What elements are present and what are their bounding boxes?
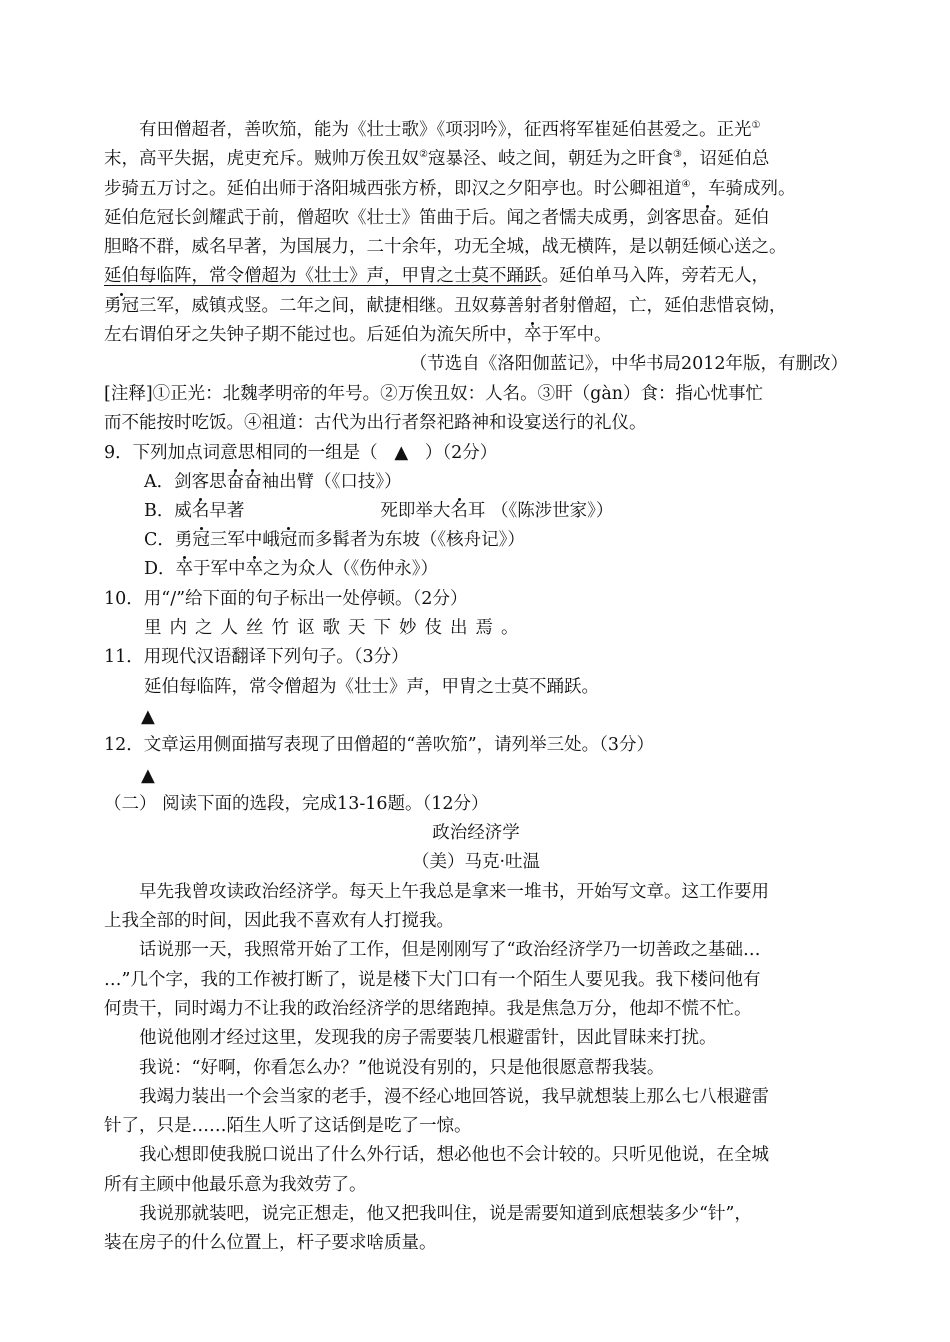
question-9-option-b: B．威名早著 死即举大名耳 （《陈涉世家》） bbox=[144, 500, 614, 521]
answer-triangle-icon: ▲ bbox=[394, 442, 409, 464]
question-11-sentence: 延伯每临阵，常令僧超为《壮士》声，甲胄之士莫不踊跃。 bbox=[144, 676, 599, 697]
answer-triangle-icon: ▲ bbox=[141, 764, 155, 786]
question-9-option-d: D．卒于军中卒之为众人（《伤仲永》） bbox=[144, 559, 439, 580]
question-9-option-a: A．剑客思奋奋袖出臂（《口技》） bbox=[144, 471, 402, 492]
passage-line-4: 延伯危冠长剑耀武于前，僧超吹《壮士》笛曲于后。闻之者懦夫成勇，剑客思奋。延伯 bbox=[104, 207, 769, 228]
notes-line-2: 而不能按时吃饭。④祖道：古代为出行者祭祀路神和设宴送行的礼仪。 bbox=[104, 412, 647, 433]
question-9-stem: 9．下列加点词意思相同的一组是（ ▲ ）（2分） bbox=[104, 442, 498, 464]
question-12-stem: 12．文章运用侧面描写表现了田僧超的“善吹笳”，请列举三处。（3分） bbox=[104, 735, 655, 756]
answer-triangle-icon: ▲ bbox=[141, 705, 155, 727]
article-paragraph: 我说那就装吧，说完正想走，他又把我叫住，说是需要知道到底想装多少“针”， bbox=[139, 1203, 752, 1224]
question-10-stem: 10．用“/”给下面的句子标出一处停顿。（2分） bbox=[104, 588, 468, 609]
article-paragraph: 所有主顾中他最乐意为我效劳了。 bbox=[104, 1174, 367, 1195]
article-title: 政治经济学 bbox=[432, 823, 520, 844]
article-paragraph: 他说他刚才经过这里，发现我的房子需要装几根避雷针，因此冒昧来打扰。 bbox=[139, 1028, 717, 1049]
emphasis-dot-word: 卒 bbox=[524, 325, 542, 346]
article-paragraph: 早先我曾攻读政治经济学。每天上午我总是拿来一堆书，开始写文章。这工作要用 bbox=[139, 881, 769, 902]
notes-line-1: [注释]①正光：北魏孝明帝的年号。②万俟丑奴：人名。③旰（gàn）食：指心忧事忙 bbox=[104, 383, 764, 404]
article-paragraph: 我竭力装出一个会当家的老手，漫不经心地回答说，我早就想装上那么七八根避雷 bbox=[139, 1086, 769, 1107]
source-citation: （节选自《洛阳伽蓝记》，中华书局2012年版，有删改） bbox=[409, 354, 848, 375]
emphasis-dot-word: 奋 bbox=[699, 207, 717, 228]
passage-line-8: 左右谓伯牙之失钟子期不能过也。后延伯为流矢所中，卒于军中。 bbox=[104, 325, 612, 346]
article-paragraph: 我说：“好啊，你看怎么办？”他说没有别的，只是他很愿意帮我装。 bbox=[139, 1057, 665, 1078]
article-paragraph: 何贵干，同时竭力不让我的政治经济学的思绪跑掉。我是焦急万分，他却不慌不忙。 bbox=[104, 998, 752, 1019]
article-paragraph: 我心想即使我脱口说出了什么外行话，想必他也不会计较的。只听见他说，在全城 bbox=[139, 1145, 769, 1166]
article-paragraph: …”几个字，我的工作被打断了，说是楼下大门口有一个陌生人要见我。我下楼问他有 bbox=[104, 969, 761, 990]
passage-line-1: 有田僧超者，善吹笳，能为《壮士歌》《项羽吟》，征西将军崔延伯甚爱之。正光① bbox=[139, 120, 761, 140]
passage-line-3: 步骑五万讨之。延伯出师于洛阳城西张方桥，即汉之夕阳亭也。时公卿祖道④，车骑成列。 bbox=[104, 178, 796, 199]
question-11-stem: 11．用现代汉语翻译下列句子。（3分） bbox=[104, 647, 409, 668]
underlined-sentence: 延伯每临阵，常令僧超为《壮士》声，甲胄之士莫不踊跃 bbox=[104, 266, 542, 287]
footnote-marker: ③ bbox=[672, 149, 682, 161]
article-paragraph: 装在房子的什么位置上，杆子要求啥质量。 bbox=[104, 1233, 437, 1254]
passage-line-2: 末，高平失据，虎吏充斥。贼帅万俟丑奴②寇暴泾、岐之间，朝廷为之旰食③，诏延伯总 bbox=[104, 149, 770, 170]
footnote-marker: ② bbox=[419, 149, 428, 161]
article-author: （美）马克·吐温 bbox=[411, 852, 541, 873]
question-10-sentence: 里内之人丝竹讴歌天下妙伎出焉。 bbox=[144, 618, 527, 639]
article-paragraph: 话说那一天，我照常开始了工作，但是刚刚写了“政治经济学乃一切善政之基础… bbox=[139, 940, 761, 961]
passage-line-7: 勇冠三军，威镇戎竖。二年之间，献捷相继。丑奴募善射者射僧超，亡，延伯悲惜哀恸， bbox=[104, 295, 787, 316]
question-9-option-c: C．勇冠三军中峨冠而多髯者为东坡（《核舟记》） bbox=[144, 530, 525, 551]
exam-page bbox=[104, 116, 848, 1259]
article-paragraph: 上我全部的时间，因此我不喜欢有人打搅我。 bbox=[104, 911, 454, 932]
passage-line-6: 延伯每临阵，常令僧超为《壮士》声，甲胄之士莫不踊跃。延伯单马入阵，旁若无人， bbox=[104, 266, 769, 287]
emphasis-dot-word: 勇冠 bbox=[104, 295, 139, 316]
footnote-marker: ① bbox=[751, 120, 761, 131]
section-2-heading: （二） 阅读下面的选段，完成13-16题。（12分） bbox=[104, 793, 489, 814]
passage-line-5: 胆略不群，威名早著，为国展力，二十余年，功无全城，战无横阵，是以朝廷倾心送之。 bbox=[104, 237, 787, 258]
article-paragraph: 针了，只是……陌生人听了这话倒是吃了一惊。 bbox=[104, 1116, 472, 1137]
footnote-marker: ④ bbox=[681, 178, 691, 190]
